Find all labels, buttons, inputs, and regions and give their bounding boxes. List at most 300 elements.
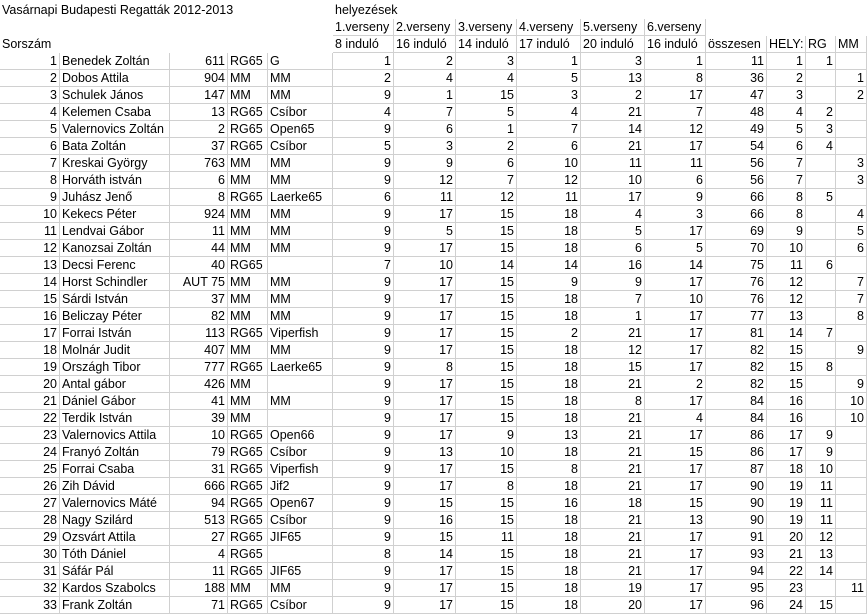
rg-place[interactable]: [806, 155, 836, 172]
sail-number[interactable]: 37: [170, 138, 228, 155]
sailor-name[interactable]: Lendvai Gábor: [60, 223, 170, 240]
race-1[interactable]: 7: [333, 257, 394, 274]
sail-number[interactable]: 27: [170, 529, 228, 546]
boat-type[interactable]: [268, 257, 333, 274]
place[interactable]: 3: [767, 87, 806, 104]
race-4[interactable]: 18: [517, 563, 581, 580]
race-1[interactable]: 9: [333, 359, 394, 376]
mm-place[interactable]: 7: [836, 274, 867, 291]
race-2[interactable]: 9: [394, 155, 456, 172]
sail-number[interactable]: 94: [170, 495, 228, 512]
mm-place[interactable]: 10: [836, 393, 867, 410]
rg-place[interactable]: [806, 393, 836, 410]
sail-number[interactable]: 44: [170, 240, 228, 257]
sailor-name[interactable]: Nagy Szilárd: [60, 512, 170, 529]
race-4[interactable]: 18: [517, 342, 581, 359]
race-1[interactable]: 9: [333, 427, 394, 444]
place[interactable]: 15: [767, 376, 806, 393]
sail-number[interactable]: 924: [170, 206, 228, 223]
sailor-name[interactable]: Kardos Szabolcs: [60, 580, 170, 597]
race-6[interactable]: 17: [645, 138, 706, 155]
class[interactable]: RG65: [228, 104, 268, 121]
race-5[interactable]: 21: [581, 563, 645, 580]
total[interactable]: 82: [706, 359, 767, 376]
race-2[interactable]: 17: [394, 325, 456, 342]
participant-count-header[interactable]: 16 induló: [645, 36, 706, 53]
place[interactable]: 19: [767, 495, 806, 512]
race-4[interactable]: 18: [517, 444, 581, 461]
race-4[interactable]: 18: [517, 223, 581, 240]
race-6[interactable]: 17: [645, 461, 706, 478]
mm-place[interactable]: 11: [836, 580, 867, 597]
class[interactable]: RG65: [228, 121, 268, 138]
mm-place[interactable]: [836, 563, 867, 580]
race-5[interactable]: 21: [581, 138, 645, 155]
race-2[interactable]: 5: [394, 223, 456, 240]
mm-place[interactable]: [836, 104, 867, 121]
class[interactable]: RG65: [228, 427, 268, 444]
total[interactable]: 93: [706, 546, 767, 563]
mm-place[interactable]: 7: [836, 291, 867, 308]
row-number[interactable]: 26: [0, 478, 60, 495]
row-number[interactable]: 9: [0, 189, 60, 206]
race-5[interactable]: 6: [581, 240, 645, 257]
total[interactable]: 81: [706, 325, 767, 342]
race-5[interactable]: 7: [581, 291, 645, 308]
race-3[interactable]: 14: [456, 257, 517, 274]
race-5[interactable]: 14: [581, 121, 645, 138]
sail-number[interactable]: 40: [170, 257, 228, 274]
total[interactable]: 66: [706, 189, 767, 206]
row-number[interactable]: 22: [0, 410, 60, 427]
race-1[interactable]: 9: [333, 410, 394, 427]
race-2[interactable]: 17: [394, 580, 456, 597]
place-header[interactable]: HELY:: [767, 36, 806, 53]
place[interactable]: 23: [767, 580, 806, 597]
sailor-name[interactable]: Schulek János: [60, 87, 170, 104]
race-3[interactable]: 1: [456, 121, 517, 138]
row-number[interactable]: 8: [0, 172, 60, 189]
boat-type[interactable]: Laerke65: [268, 189, 333, 206]
total[interactable]: 95: [706, 580, 767, 597]
sail-number[interactable]: 904: [170, 70, 228, 87]
row-number[interactable]: 2: [0, 70, 60, 87]
total[interactable]: 86: [706, 427, 767, 444]
race-4[interactable]: 10: [517, 155, 581, 172]
total[interactable]: 82: [706, 342, 767, 359]
row-number[interactable]: 16: [0, 308, 60, 325]
sail-number[interactable]: 10: [170, 427, 228, 444]
sailor-name[interactable]: Horváth istván: [60, 172, 170, 189]
race-6[interactable]: 3: [645, 206, 706, 223]
sailor-name[interactable]: Valernovics Zoltán: [60, 121, 170, 138]
race-3[interactable]: 8: [456, 478, 517, 495]
place[interactable]: 19: [767, 512, 806, 529]
mm-place[interactable]: [836, 461, 867, 478]
race-6[interactable]: 17: [645, 478, 706, 495]
race-6[interactable]: 17: [645, 223, 706, 240]
race-4[interactable]: 18: [517, 580, 581, 597]
rg-place[interactable]: [806, 206, 836, 223]
rg-place[interactable]: [806, 223, 836, 240]
boat-type[interactable]: MM: [268, 223, 333, 240]
race-5[interactable]: 21: [581, 325, 645, 342]
race-4[interactable]: 18: [517, 308, 581, 325]
sail-number[interactable]: 407: [170, 342, 228, 359]
sailor-name[interactable]: Frank Zoltán: [60, 597, 170, 614]
boat-type[interactable]: Csíbor: [268, 138, 333, 155]
sail-number[interactable]: 11: [170, 563, 228, 580]
race-6[interactable]: 8: [645, 70, 706, 87]
race-4[interactable]: 12: [517, 172, 581, 189]
row-number[interactable]: 4: [0, 104, 60, 121]
race-3[interactable]: 10: [456, 444, 517, 461]
race-6[interactable]: 2: [645, 376, 706, 393]
race-4[interactable]: 2: [517, 325, 581, 342]
sail-number[interactable]: 426: [170, 376, 228, 393]
place[interactable]: 17: [767, 427, 806, 444]
race-4[interactable]: 3: [517, 87, 581, 104]
mm-place[interactable]: [836, 529, 867, 546]
race-6[interactable]: 17: [645, 393, 706, 410]
race-1[interactable]: 9: [333, 478, 394, 495]
rg-place[interactable]: 10: [806, 461, 836, 478]
place[interactable]: 15: [767, 342, 806, 359]
race-2[interactable]: 17: [394, 342, 456, 359]
mm-place[interactable]: 6: [836, 240, 867, 257]
race-2[interactable]: 17: [394, 410, 456, 427]
place[interactable]: 11: [767, 257, 806, 274]
race-5[interactable]: 17: [581, 189, 645, 206]
race-header[interactable]: 2.verseny: [394, 19, 456, 36]
race-1[interactable]: 9: [333, 291, 394, 308]
race-1[interactable]: 9: [333, 223, 394, 240]
class[interactable]: RG65: [228, 495, 268, 512]
row-number[interactable]: 23: [0, 427, 60, 444]
race-2[interactable]: 17: [394, 240, 456, 257]
sailor-name[interactable]: Kelemen Csaba: [60, 104, 170, 121]
place[interactable]: 20: [767, 529, 806, 546]
class[interactable]: MM: [228, 206, 268, 223]
race-1[interactable]: 4: [333, 104, 394, 121]
place[interactable]: 1: [767, 53, 806, 70]
race-4[interactable]: 1: [517, 53, 581, 70]
race-4[interactable]: 18: [517, 359, 581, 376]
race-5[interactable]: 3: [581, 53, 645, 70]
race-4[interactable]: 5: [517, 70, 581, 87]
race-5[interactable]: 21: [581, 529, 645, 546]
race-3[interactable]: 2: [456, 138, 517, 155]
place[interactable]: 15: [767, 359, 806, 376]
place[interactable]: 7: [767, 155, 806, 172]
race-4[interactable]: 4: [517, 104, 581, 121]
race-2[interactable]: 17: [394, 291, 456, 308]
row-number[interactable]: 13: [0, 257, 60, 274]
boat-type[interactable]: JIF65: [268, 529, 333, 546]
race-3[interactable]: 15: [456, 376, 517, 393]
mm-place[interactable]: [836, 444, 867, 461]
race-3[interactable]: 15: [456, 223, 517, 240]
sail-number[interactable]: 13: [170, 104, 228, 121]
race-2[interactable]: 10: [394, 257, 456, 274]
sailor-name[interactable]: Forrai István: [60, 325, 170, 342]
boat-type[interactable]: JIF65: [268, 563, 333, 580]
row-number[interactable]: 21: [0, 393, 60, 410]
rg-place[interactable]: [806, 291, 836, 308]
boat-type[interactable]: MM: [268, 580, 333, 597]
place[interactable]: 14: [767, 325, 806, 342]
rg-place[interactable]: 14: [806, 563, 836, 580]
row-number[interactable]: 33: [0, 597, 60, 614]
sail-number[interactable]: 8: [170, 189, 228, 206]
mm-place[interactable]: [836, 427, 867, 444]
class[interactable]: MM: [228, 223, 268, 240]
class[interactable]: MM: [228, 70, 268, 87]
race-3[interactable]: 15: [456, 563, 517, 580]
race-1[interactable]: 9: [333, 206, 394, 223]
race-4[interactable]: 18: [517, 393, 581, 410]
race-5[interactable]: 21: [581, 376, 645, 393]
class[interactable]: MM: [228, 291, 268, 308]
race-6[interactable]: 7: [645, 104, 706, 121]
class[interactable]: MM: [228, 155, 268, 172]
rg-place[interactable]: [806, 70, 836, 87]
race-6[interactable]: 17: [645, 325, 706, 342]
race-4[interactable]: 16: [517, 495, 581, 512]
race-2[interactable]: 17: [394, 563, 456, 580]
rg-place[interactable]: 13: [806, 546, 836, 563]
sailor-name[interactable]: Kanozsai Zoltán: [60, 240, 170, 257]
race-5[interactable]: 10: [581, 172, 645, 189]
boat-type[interactable]: MM: [268, 240, 333, 257]
total[interactable]: 56: [706, 155, 767, 172]
race-2[interactable]: 15: [394, 529, 456, 546]
boat-type[interactable]: MM: [268, 70, 333, 87]
race-2[interactable]: 17: [394, 461, 456, 478]
total[interactable]: 90: [706, 478, 767, 495]
total[interactable]: 54: [706, 138, 767, 155]
boat-type[interactable]: MM: [268, 172, 333, 189]
race-6[interactable]: 15: [645, 444, 706, 461]
mm-place[interactable]: [836, 546, 867, 563]
race-1[interactable]: 9: [333, 155, 394, 172]
sail-number[interactable]: 513: [170, 512, 228, 529]
total[interactable]: 49: [706, 121, 767, 138]
sailor-name[interactable]: Antal gábor: [60, 376, 170, 393]
class[interactable]: RG65: [228, 597, 268, 614]
sailor-name[interactable]: Franyó Zoltán: [60, 444, 170, 461]
race-4[interactable]: 18: [517, 478, 581, 495]
race-1[interactable]: 2: [333, 70, 394, 87]
race-4[interactable]: 18: [517, 376, 581, 393]
sailor-name[interactable]: Kekecs Péter: [60, 206, 170, 223]
race-6[interactable]: 1: [645, 53, 706, 70]
sailor-name[interactable]: Bata Zoltán: [60, 138, 170, 155]
rg-place[interactable]: 1: [806, 53, 836, 70]
place[interactable]: 12: [767, 274, 806, 291]
mm-place[interactable]: [836, 495, 867, 512]
race-5[interactable]: 18: [581, 495, 645, 512]
mm-place[interactable]: [836, 512, 867, 529]
race-2[interactable]: 8: [394, 359, 456, 376]
row-number[interactable]: 5: [0, 121, 60, 138]
total[interactable]: 86: [706, 444, 767, 461]
race-6[interactable]: 17: [645, 580, 706, 597]
race-6[interactable]: 14: [645, 257, 706, 274]
race-4[interactable]: 8: [517, 461, 581, 478]
race-2[interactable]: 17: [394, 478, 456, 495]
class[interactable]: RG65: [228, 53, 268, 70]
class[interactable]: MM: [228, 580, 268, 597]
race-1[interactable]: 9: [333, 308, 394, 325]
race-5[interactable]: 12: [581, 342, 645, 359]
sail-number[interactable]: 113: [170, 325, 228, 342]
mm-place[interactable]: 3: [836, 172, 867, 189]
race-3[interactable]: 9: [456, 427, 517, 444]
total[interactable]: 82: [706, 376, 767, 393]
sailor-name[interactable]: Dániel Gábor: [60, 393, 170, 410]
boat-type[interactable]: MM: [268, 393, 333, 410]
boat-type[interactable]: Csíbor: [268, 512, 333, 529]
race-5[interactable]: 21: [581, 104, 645, 121]
race-4[interactable]: 7: [517, 121, 581, 138]
boat-type[interactable]: MM: [268, 87, 333, 104]
mm-place[interactable]: 9: [836, 376, 867, 393]
race-5[interactable]: 19: [581, 580, 645, 597]
mm-place[interactable]: 8: [836, 308, 867, 325]
sailor-name[interactable]: Molnár Judit: [60, 342, 170, 359]
race-header[interactable]: 4.verseny: [517, 19, 581, 36]
mm-place[interactable]: [836, 478, 867, 495]
sailor-name[interactable]: Juhász Jenő: [60, 189, 170, 206]
race-3[interactable]: 15: [456, 325, 517, 342]
race-6[interactable]: 4: [645, 410, 706, 427]
class[interactable]: RG65: [228, 478, 268, 495]
rg-place[interactable]: [806, 410, 836, 427]
rg-place[interactable]: [806, 580, 836, 597]
participant-count-header[interactable]: 8 induló: [333, 36, 394, 53]
sail-number[interactable]: AUT 75: [170, 274, 228, 291]
boat-type[interactable]: Laerke65: [268, 359, 333, 376]
race-5[interactable]: 21: [581, 461, 645, 478]
total[interactable]: 76: [706, 274, 767, 291]
race-5[interactable]: 21: [581, 427, 645, 444]
race-1[interactable]: 5: [333, 138, 394, 155]
rg-place[interactable]: 5: [806, 189, 836, 206]
place[interactable]: 18: [767, 461, 806, 478]
sailor-name[interactable]: Dobos Attila: [60, 70, 170, 87]
race-3[interactable]: 15: [456, 546, 517, 563]
sailor-name[interactable]: Terdik István: [60, 410, 170, 427]
total[interactable]: 48: [706, 104, 767, 121]
sail-number[interactable]: 611: [170, 53, 228, 70]
sail-number[interactable]: 79: [170, 444, 228, 461]
race-5[interactable]: 13: [581, 70, 645, 87]
race-header[interactable]: 1.verseny: [333, 19, 394, 36]
race-5[interactable]: 21: [581, 512, 645, 529]
place[interactable]: 2: [767, 70, 806, 87]
sailor-name[interactable]: Horst Schindler: [60, 274, 170, 291]
rg-place[interactable]: 6: [806, 257, 836, 274]
race-4[interactable]: 18: [517, 529, 581, 546]
class[interactable]: MM: [228, 172, 268, 189]
rg-place[interactable]: 4: [806, 138, 836, 155]
race-6[interactable]: 11: [645, 155, 706, 172]
class[interactable]: RG65: [228, 189, 268, 206]
race-4[interactable]: 18: [517, 410, 581, 427]
rg-place[interactable]: 9: [806, 427, 836, 444]
total[interactable]: 96: [706, 597, 767, 614]
race-3[interactable]: 15: [456, 206, 517, 223]
race-4[interactable]: 18: [517, 206, 581, 223]
race-2[interactable]: 11: [394, 189, 456, 206]
row-number[interactable]: 7: [0, 155, 60, 172]
race-header[interactable]: 3.verseny: [456, 19, 517, 36]
rg-place[interactable]: [806, 172, 836, 189]
total[interactable]: 90: [706, 512, 767, 529]
boat-type[interactable]: MM: [268, 342, 333, 359]
boat-type[interactable]: Csíbor: [268, 444, 333, 461]
race-1[interactable]: 8: [333, 546, 394, 563]
race-2[interactable]: 2: [394, 53, 456, 70]
total-header[interactable]: összesen: [706, 36, 767, 53]
race-3[interactable]: 15: [456, 274, 517, 291]
place[interactable]: 9: [767, 223, 806, 240]
row-number[interactable]: 25: [0, 461, 60, 478]
mm-place[interactable]: [836, 325, 867, 342]
race-1[interactable]: 9: [333, 512, 394, 529]
sail-number[interactable]: 763: [170, 155, 228, 172]
race-5[interactable]: 1: [581, 308, 645, 325]
sail-number[interactable]: 777: [170, 359, 228, 376]
class[interactable]: RG65: [228, 546, 268, 563]
race-4[interactable]: 18: [517, 512, 581, 529]
boat-type[interactable]: MM: [268, 274, 333, 291]
sail-number[interactable]: 4: [170, 546, 228, 563]
race-1[interactable]: 9: [333, 563, 394, 580]
mm-place[interactable]: 3: [836, 155, 867, 172]
sailor-name[interactable]: Ozsvárt Attila: [60, 529, 170, 546]
race-6[interactable]: 17: [645, 274, 706, 291]
place[interactable]: 12: [767, 291, 806, 308]
sail-number[interactable]: 71: [170, 597, 228, 614]
class[interactable]: RG65: [228, 444, 268, 461]
race-2[interactable]: 13: [394, 444, 456, 461]
boat-type[interactable]: Open67: [268, 495, 333, 512]
race-3[interactable]: 7: [456, 172, 517, 189]
sailor-name[interactable]: Valernovics Attila: [60, 427, 170, 444]
sailor-name[interactable]: Zih Dávid: [60, 478, 170, 495]
class[interactable]: RG65: [228, 138, 268, 155]
sail-number[interactable]: 41: [170, 393, 228, 410]
race-4[interactable]: 9: [517, 274, 581, 291]
race-1[interactable]: 9: [333, 529, 394, 546]
boat-type[interactable]: MM: [268, 308, 333, 325]
race-4[interactable]: 6: [517, 138, 581, 155]
race-5[interactable]: 21: [581, 410, 645, 427]
total[interactable]: 91: [706, 529, 767, 546]
race-header[interactable]: 5.verseny: [581, 19, 645, 36]
race-6[interactable]: 10: [645, 291, 706, 308]
sailor-name[interactable]: Forrai Csaba: [60, 461, 170, 478]
total[interactable]: 11: [706, 53, 767, 70]
sail-number[interactable]: 82: [170, 308, 228, 325]
sail-number[interactable]: 6: [170, 172, 228, 189]
race-2[interactable]: 17: [394, 427, 456, 444]
mm-place[interactable]: [836, 359, 867, 376]
rg-place[interactable]: [806, 308, 836, 325]
race-2[interactable]: 17: [394, 597, 456, 614]
